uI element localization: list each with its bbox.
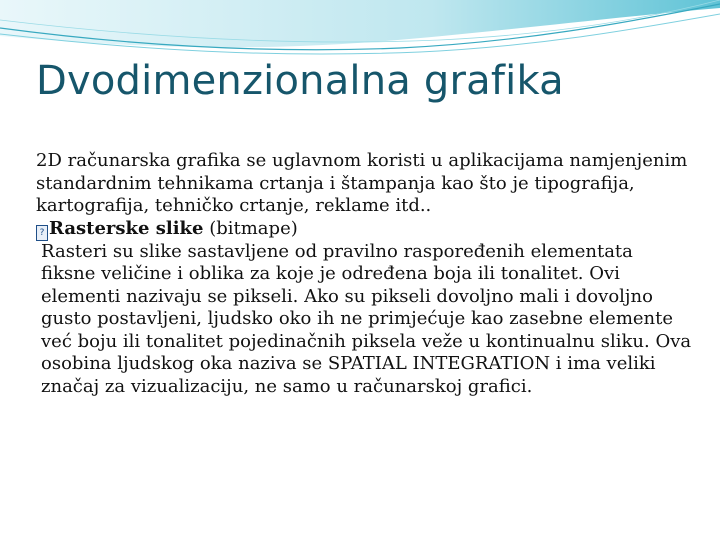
- bullet-heading: [36, 218, 692, 241]
- heading-bold-text: Rasterske slike: [49, 217, 204, 239]
- decorative-wave-banner: [0, 0, 720, 60]
- slide-title: Dvodimenzionalna grafika: [36, 58, 564, 104]
- heading-rest-text: (bitmape): [203, 217, 298, 239]
- slide-content: [36, 150, 692, 398]
- intro-paragraph: 2D računarska grafika se uglavnom koristi u aplikacijama namjenjenim standardnim tehnikama crtanja i štampanja kao što je tipografija, kartografija, tehničko crtanje, reklame itd..: [36, 150, 688, 216]
- bullet-icon: ?: [36, 225, 48, 241]
- body-paragraph: Rasteri su slike sastavljene od pravilno raspoređenih elementata fiksne veličine i oblika za koje je određena boja ili tonalitet. Ovi elementi nazivaju se pikseli. Ako su pikseli dovoljno mali i dovoljno gusto postavljeni, ljudsko oko ih ne primjećuje kao zasebne elemente već boju ili tonalitet pojedinačnih piksela veže u kontinualnu sliku. Ova osobina ljudskog oka naziva se SPATIAL INTEGRATION i ima veliki značaj za vizualizaciju, ne samo u računarskoj grafici.: [41, 240, 692, 397]
